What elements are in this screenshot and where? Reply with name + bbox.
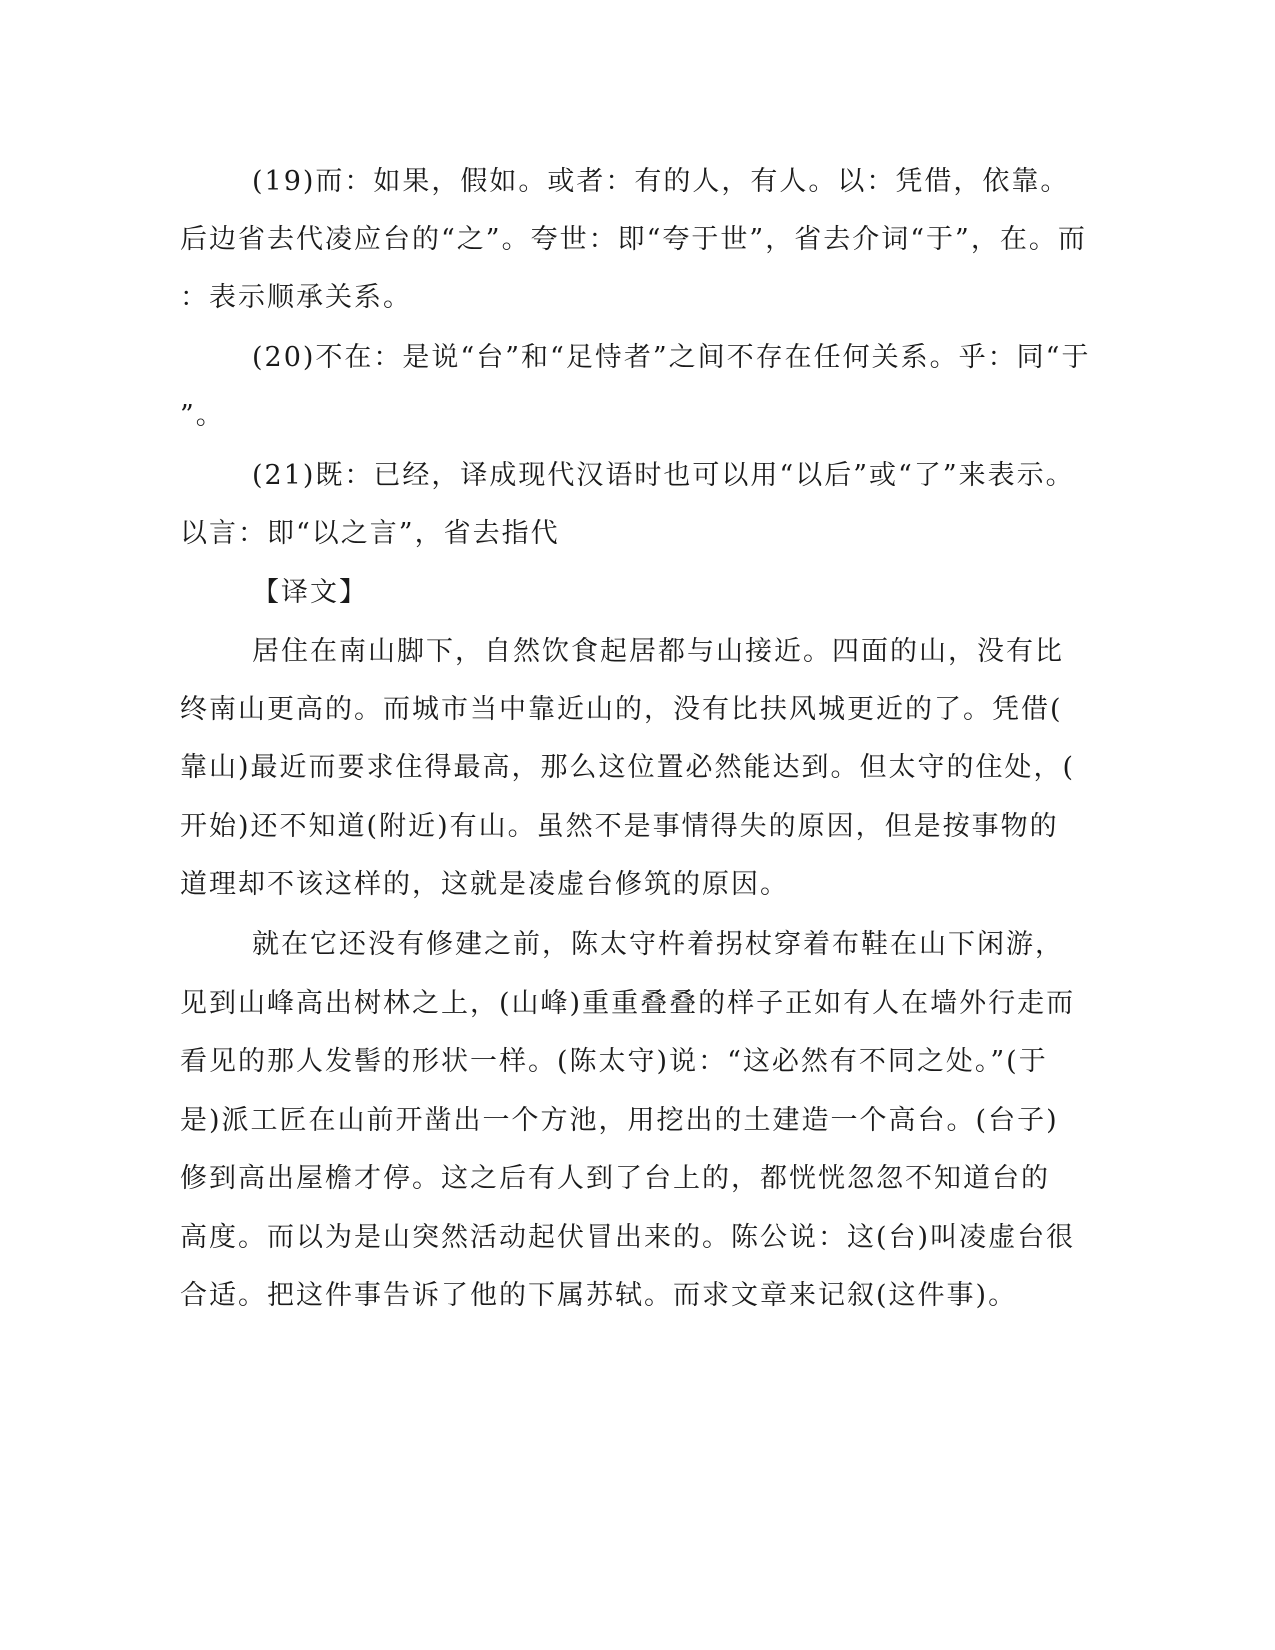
translation-p2-line-5: 修到高出屋檐才停。这之后有人到了台上的，都恍恍忽忽不知道台的: [180, 1163, 1050, 1194]
note-19-line-2: 后边省去代凌应台的“之”。夸世：即“夸于世”，省去介词“于”，在。而: [180, 224, 1087, 255]
translation-p2-line-2: 见到山峰高出树林之上，(山峰)重重叠叠的样子正如有人在墙外行走而: [180, 988, 1076, 1019]
translation-p1-line-1: 居住在南山脚下，自然饮食起居都与山接近。四面的山，没有比: [252, 636, 1064, 667]
note-21-line-1: (21)既：已经，译成现代汉语时也可以用“以后”或“了”来表示。: [252, 460, 1075, 491]
translation-p2-line-6: 高度。而以为是山突然活动起伏冒出来的。陈公说：这(台)叫凌虚台很: [180, 1222, 1076, 1253]
section-heading: 【译文】: [252, 577, 368, 608]
translation-p1-line-2: 终南山更高的。而城市当中靠近山的，没有比扶风城更近的了。凭借(: [180, 694, 1063, 725]
translation-p1-line-5: 道理却不该这样的，这就是凌虚台修筑的原因。: [180, 869, 789, 900]
note-20-line-1: (20)不在：是说“台”和“足恃者”之间不存在任何关系。乎：同“于: [252, 342, 1091, 373]
note-20-line-2: ”。: [180, 400, 225, 431]
note-21-line-2: 以言：即“以之言”，省去指代: [180, 518, 560, 549]
translation-p2-line-7: 合适。把这件事告诉了他的下属苏轼。而求文章来记叙(这件事)。: [180, 1280, 1018, 1311]
translation-p1-line-4: 开始)还不知道(附近)有山。虽然不是事情得失的原因，但是按事物的: [180, 811, 1059, 842]
translation-p2-line-1: 就在它还没有修建之前，陈太守杵着拐杖穿着布鞋在山下闲游，: [252, 929, 1064, 960]
translation-p2-line-4: 是)派工匠在山前开凿出一个方池，用挖出的土建造一个高台。(台子): [180, 1105, 1059, 1136]
translation-p2-line-3: 看见的那人发髻的形状一样。(陈太守)说：“这必然有不同之处。”(于: [180, 1046, 1048, 1077]
translation-p1-line-3: 靠山)最近而要求住得最高，那么这位置必然能达到。但太守的住处，(: [180, 752, 1076, 783]
note-19-line-3: ：表示顺承关系。: [180, 282, 412, 313]
note-19-line-1: (19)而：如果，假如。或者：有的人，有人。以：凭借，依靠。: [252, 166, 1070, 197]
